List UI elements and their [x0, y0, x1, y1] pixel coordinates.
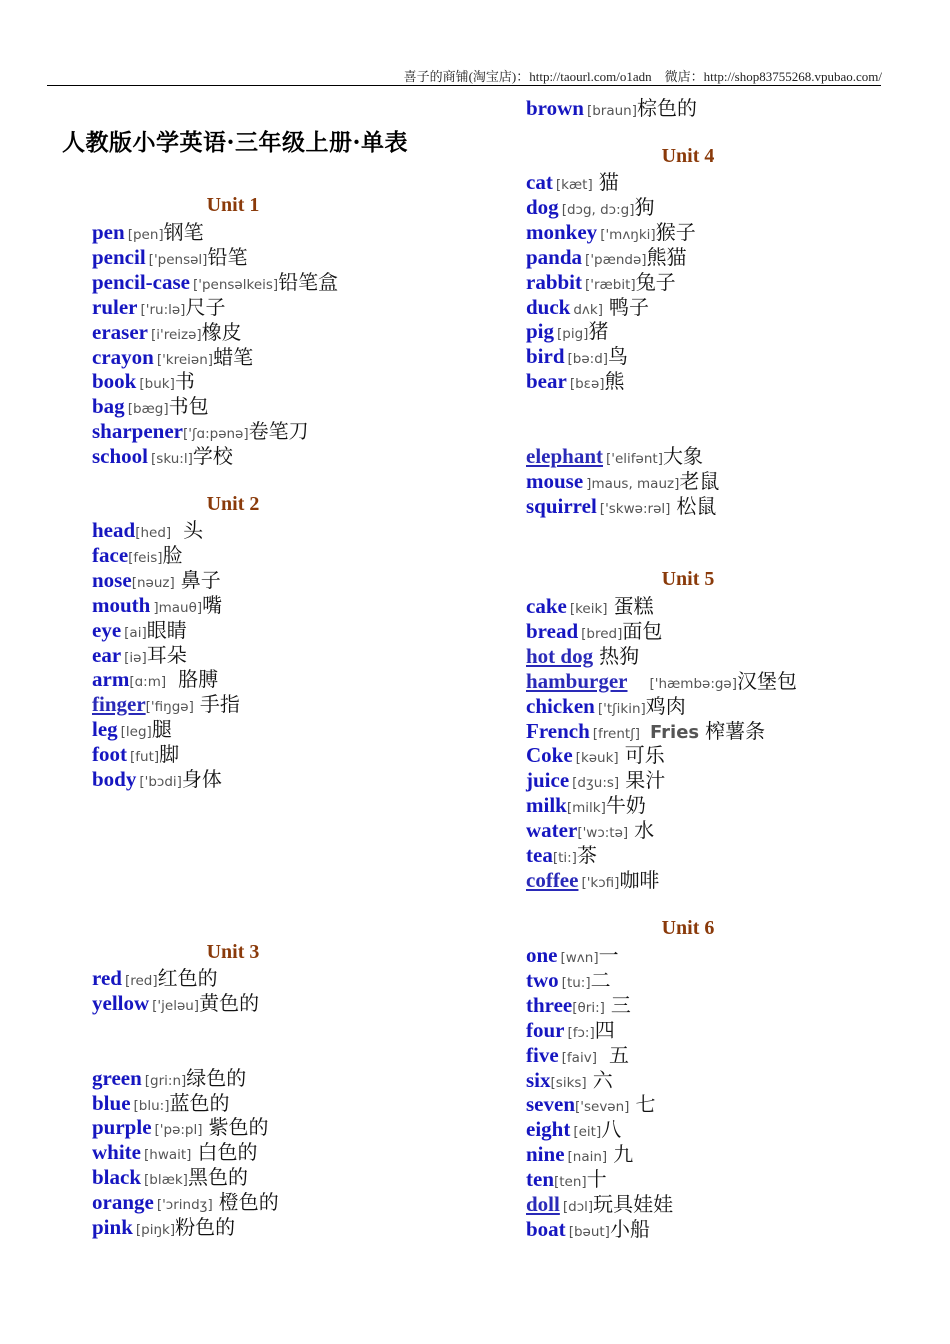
phonetic-transcription: [buk] — [139, 376, 175, 393]
chinese-meaning: 铅笔盒 — [278, 269, 339, 294]
word-entry — [92, 245, 247, 270]
chinese-meaning: 腿 — [151, 717, 172, 742]
english-word: coffee — [526, 867, 579, 892]
english-word: elephant — [526, 443, 604, 468]
word-entry — [92, 1215, 235, 1240]
word-entry — [526, 295, 649, 320]
word-entry — [526, 843, 597, 868]
english-word: cat — [526, 170, 553, 194]
word-entry — [92, 419, 309, 444]
english-word: foot — [92, 742, 127, 767]
english-word: pencil-case — [92, 269, 190, 294]
chinese-meaning: 蛋糕 — [613, 594, 654, 618]
english-word: milk — [526, 793, 567, 818]
chinese-meaning: 黑色的 — [187, 1165, 248, 1190]
phonetic-transcription: ['kɔfi] — [581, 874, 620, 891]
chinese-meaning: 面包 — [622, 618, 663, 643]
chinese-meaning: 橡皮 — [201, 319, 242, 344]
phonetic-transcription: [nəuz] — [131, 574, 175, 591]
chinese-meaning: 汉堡包 — [737, 668, 798, 693]
chinese-meaning: 耳朵 — [146, 642, 187, 667]
english-word: sharpener — [92, 419, 183, 444]
phonetic-transcription: [hwait] — [144, 1147, 192, 1164]
phonetic-transcription: [hed] — [135, 525, 172, 541]
chinese-meaning: 牛奶 — [605, 793, 646, 818]
phonetic-transcription: ['mʌŋki] — [600, 226, 656, 243]
english-word: tea — [526, 843, 553, 867]
word-entry — [92, 543, 183, 568]
chinese-meaning: 书 — [174, 369, 195, 394]
english-word: doll — [526, 1192, 560, 1216]
unit-heading: Unit 1 — [206, 194, 260, 216]
phonetic-transcription: [ten] — [554, 1174, 587, 1191]
phonetic-transcription: ['hæmbə:gə] — [649, 675, 738, 692]
word-entry — [92, 295, 225, 320]
word-entry — [526, 1018, 615, 1043]
chinese-meaning: 蓝色的 — [169, 1090, 230, 1115]
word-entry — [526, 594, 654, 619]
word-entry — [92, 1165, 248, 1190]
word-entry — [526, 369, 625, 394]
english-word: one — [526, 943, 558, 967]
english-word: face — [92, 542, 129, 567]
english-word: purple — [92, 1115, 152, 1140]
english-word: white — [92, 1140, 141, 1165]
phonetic-transcription: [red] — [124, 973, 158, 989]
word-entry — [92, 1115, 269, 1140]
page-header: 喜子的商铺(淘宝店)：http://taourl.com/o1adn 微店：http://shop83755268.vpubao.com/ — [403, 69, 882, 84]
phonetic-transcription: [kəuk] — [575, 750, 619, 767]
chinese-meaning: 胳膊 — [178, 667, 219, 692]
english-word: body — [92, 767, 137, 791]
phonetic-transcription: [iə] — [124, 649, 147, 666]
english-word-extra: Fries — [650, 721, 700, 743]
phonetic-transcription: ['ræbit] — [585, 276, 636, 293]
word-entry — [526, 270, 676, 295]
chinese-meaning: 卷笔刀 — [248, 419, 309, 444]
english-word: bird — [526, 344, 565, 369]
english-word: four — [526, 1017, 565, 1042]
word-entry — [526, 793, 646, 818]
chinese-meaning: 鸟 — [608, 344, 629, 369]
word-entry — [92, 966, 218, 991]
phonetic-transcription: [tu:] — [561, 974, 591, 991]
chinese-meaning: 玩具娃娃 — [593, 1192, 674, 1216]
word-entry — [92, 270, 338, 295]
english-word: bread — [526, 618, 579, 643]
english-word: two — [526, 967, 559, 992]
english-word: dog — [526, 194, 559, 219]
phonetic-transcription: [bə:d] — [567, 351, 609, 368]
phonetic-transcription: [kæt] — [555, 177, 593, 193]
chinese-meaning: 棕色的 — [637, 96, 698, 120]
english-word: yellow — [92, 990, 150, 1015]
word-entry — [92, 618, 187, 643]
phonetic-transcription: [bred] — [581, 625, 623, 642]
english-word: pencil — [92, 244, 146, 269]
phonetic-transcription: [bæg] — [127, 401, 169, 418]
phonetic-transcription: ['bɔdi] — [139, 774, 182, 790]
english-word: nose — [92, 567, 132, 592]
chinese-meaning: 脸 — [162, 542, 183, 567]
english-word: black — [92, 1165, 142, 1190]
document-title: 人教版小学英语·三年级上册·单表 — [62, 129, 409, 156]
phonetic-transcription: [faiv] — [561, 1049, 597, 1066]
english-word: blue — [92, 1090, 131, 1115]
phonetic-transcription: [sku:l] — [151, 451, 193, 468]
word-entry — [92, 369, 195, 394]
word-entry — [526, 319, 608, 344]
phonetic-transcription: ['sevən] — [575, 1099, 630, 1116]
word-entry — [526, 1167, 607, 1192]
chinese-meaning: 咖啡 — [619, 867, 660, 892]
word-entry — [92, 717, 172, 742]
english-word: ruler — [92, 294, 138, 319]
english-word: nine — [526, 1142, 565, 1167]
chinese-meaning: 水 — [634, 818, 655, 843]
chinese-meaning: 铅笔 — [207, 244, 248, 269]
word-entry — [92, 568, 221, 593]
phonetic-transcription: [keik] — [569, 601, 608, 617]
header-divider — [47, 85, 881, 86]
word-entry — [526, 743, 665, 768]
chinese-meaning: 七 — [635, 1092, 656, 1117]
word-entry — [526, 1192, 673, 1217]
english-word: three — [526, 992, 573, 1017]
word-entry — [526, 494, 716, 519]
word-entry — [92, 345, 253, 370]
word-entry — [526, 1043, 629, 1068]
english-word: six — [526, 1067, 551, 1092]
chinese-meaning: 熊猫 — [646, 244, 687, 269]
word-entry — [526, 868, 659, 893]
english-word: finger — [92, 692, 146, 717]
phonetic-transcription: [siks] — [550, 1074, 587, 1091]
word-entry — [92, 991, 259, 1016]
word-entry — [92, 518, 203, 543]
chinese-meaning: 小船 — [609, 1216, 650, 1241]
phonetic-transcription: [frentʃ] — [592, 725, 641, 742]
phonetic-transcription: ['pensəl] — [148, 251, 208, 268]
word-entry — [92, 1091, 229, 1116]
english-word: arm — [92, 667, 130, 692]
word-entry — [92, 444, 233, 469]
chinese-meaning: 兔子 — [635, 269, 676, 294]
word-entry — [526, 444, 703, 469]
phonetic-transcription: [bəut] — [568, 1223, 610, 1240]
english-word: bear — [526, 369, 567, 394]
word-entry — [526, 1217, 650, 1242]
english-word: hot dog — [526, 643, 594, 668]
phonetic-transcription: ['kreiən] — [156, 351, 214, 368]
phonetic-transcription: [fɔ:] — [567, 1024, 595, 1041]
word-entry — [526, 818, 654, 843]
english-word: boat — [526, 1216, 566, 1241]
english-word: pig — [526, 319, 555, 344]
word-entry — [526, 768, 665, 793]
english-word: hamburger — [526, 668, 628, 693]
phonetic-transcription: [pen] — [127, 227, 164, 243]
english-word: school — [92, 444, 149, 469]
chinese-meaning: 十 — [586, 1167, 607, 1192]
phonetic-transcription: [eit] — [573, 1124, 602, 1141]
phonetic-transcription: [ti:] — [552, 850, 577, 866]
word-entry — [526, 644, 639, 669]
phonetic-transcription: [i'reizə] — [150, 326, 202, 343]
word-entry — [526, 968, 611, 993]
chinese-meaning: 三 — [610, 992, 631, 1017]
unit-heading: Unit 2 — [206, 493, 260, 515]
phonetic-transcription: dʌk] — [573, 301, 604, 318]
phonetic-transcription: [dʒu:s] — [572, 775, 620, 792]
chinese-meaning: 身体 — [181, 767, 222, 791]
chinese-meaning: 可乐 — [624, 743, 665, 768]
english-word: mouth — [92, 592, 151, 617]
chinese-meaning: 九 — [613, 1142, 634, 1167]
english-word: leg — [92, 717, 118, 742]
chinese-meaning: 学校 — [192, 444, 233, 469]
word-entry — [526, 1117, 621, 1142]
phonetic-transcription: ['fiŋgə] — [145, 699, 194, 716]
word-entry — [92, 394, 209, 419]
chinese-meaning: 老鼠 — [679, 468, 720, 493]
chinese-meaning: 眼睛 — [146, 617, 187, 642]
chinese-meaning: 紫色的 — [208, 1115, 269, 1140]
phonetic-transcription: [dɔl] — [562, 1199, 594, 1215]
english-word: Coke — [526, 743, 573, 768]
phonetic-transcription: [ɑ:m] — [129, 674, 167, 691]
phonetic-transcription: ['ʃɑ:pənə] — [183, 426, 249, 443]
word-entry — [92, 1190, 279, 1215]
english-word: eight — [526, 1117, 571, 1142]
chinese-meaning: 白色的 — [197, 1140, 258, 1165]
word-entry — [92, 1140, 257, 1165]
chinese-meaning: 茶 — [576, 843, 597, 867]
english-word: pink — [92, 1215, 133, 1239]
english-word: panda — [526, 244, 583, 269]
chinese-meaning: 粉色的 — [175, 1215, 236, 1239]
english-word: rabbit — [526, 269, 583, 294]
chinese-meaning: 四 — [594, 1017, 615, 1042]
chinese-meaning: 红色的 — [157, 966, 218, 990]
word-entry — [526, 1068, 613, 1093]
english-word: ear — [92, 642, 122, 667]
chinese-meaning: 八 — [601, 1117, 622, 1142]
chinese-meaning: 果汁 — [625, 768, 666, 793]
chinese-meaning: 狗 — [634, 194, 655, 219]
phonetic-transcription: ['skwə:rəl] — [599, 500, 671, 517]
english-word: monkey — [526, 219, 598, 244]
english-word: pen — [92, 220, 125, 244]
phonetic-transcription: [bɛə] — [569, 376, 605, 393]
english-word: brown — [526, 96, 584, 120]
english-word: bag — [92, 394, 125, 419]
english-word: eraser — [92, 319, 148, 344]
word-entry — [92, 1066, 246, 1091]
phonetic-transcription: ['elifənt] — [606, 450, 663, 467]
chinese-meaning: 热狗 — [599, 643, 640, 668]
chinese-meaning: 钢笔 — [163, 220, 204, 244]
english-word: crayon — [92, 344, 154, 369]
word-entry — [92, 220, 204, 245]
english-word: book — [92, 369, 137, 394]
english-word: green — [92, 1065, 142, 1090]
phonetic-transcription: ]maus, mauz] — [586, 475, 680, 492]
chinese-meaning: 鼻子 — [180, 567, 221, 592]
chinese-meaning: 鸡肉 — [645, 693, 686, 718]
english-word: eye — [92, 617, 122, 642]
word-entry — [526, 943, 619, 968]
chinese-meaning: 松鼠 — [676, 493, 717, 518]
phonetic-transcription: [gri:n] — [144, 1072, 187, 1089]
english-word: chicken — [526, 693, 595, 718]
chinese-meaning: 猪 — [588, 319, 609, 344]
chinese-meaning: 书包 — [168, 394, 209, 419]
english-word: water — [526, 818, 578, 843]
word-entry — [526, 195, 654, 220]
chinese-meaning: 猴子 — [655, 219, 696, 244]
word-entry — [526, 1142, 633, 1167]
phonetic-transcription: ['wɔ:tə] — [577, 825, 629, 842]
phonetic-transcription: [braun] — [586, 103, 638, 119]
word-entry — [526, 993, 631, 1018]
unit-heading: Unit 6 — [661, 917, 715, 939]
english-word: five — [526, 1042, 559, 1067]
chinese-meaning: 绿色的 — [186, 1065, 247, 1090]
word-entry — [92, 767, 222, 792]
phonetic-transcription: [feis] — [128, 549, 163, 566]
phonetic-transcription: [leg] — [120, 724, 152, 741]
chinese-meaning: 手指 — [199, 692, 240, 717]
english-word: cake — [526, 594, 567, 618]
word-entry — [526, 1092, 655, 1117]
phonetic-transcription: ]mauθ] — [153, 599, 203, 616]
chinese-meaning: 蜡笔 — [213, 344, 254, 369]
unit-heading: Unit 3 — [206, 941, 260, 963]
chinese-meaning: 六 — [592, 1067, 613, 1092]
english-word: head — [92, 518, 136, 542]
phonetic-transcription: ['ru:lə] — [140, 301, 186, 318]
chinese-meaning: 嘴 — [202, 592, 223, 617]
english-word: juice — [526, 768, 570, 793]
phonetic-transcription: ['tʃikin] — [597, 700, 646, 717]
english-word: squirrel — [526, 493, 597, 518]
word-entry — [92, 320, 242, 345]
unit-heading: Unit 5 — [661, 568, 715, 590]
word-entry — [526, 669, 797, 694]
chinese-meaning: 榨薯条 — [705, 718, 766, 743]
unit-heading: Unit 4 — [661, 145, 715, 167]
phonetic-transcription: [wʌn] — [560, 950, 599, 966]
english-word: ten — [526, 1167, 554, 1192]
word-entry — [92, 667, 218, 692]
phonetic-transcription: ['ɔrindʒ] — [156, 1197, 213, 1214]
phonetic-transcription: [piŋk] — [135, 1222, 176, 1238]
word-entry — [526, 719, 765, 744]
chinese-meaning: 黄色的 — [199, 990, 260, 1015]
word-entry — [92, 643, 187, 668]
phonetic-transcription: ['pændə] — [585, 251, 647, 268]
word-entry — [92, 742, 179, 767]
word-entry — [526, 694, 686, 719]
english-word: red — [92, 966, 122, 990]
chinese-meaning: 橙色的 — [218, 1190, 279, 1215]
english-word: French — [526, 718, 590, 743]
word-entry — [526, 469, 719, 494]
phonetic-transcription: [fut] — [130, 749, 160, 766]
chinese-meaning: 熊 — [604, 369, 625, 394]
word-entry — [526, 220, 696, 245]
word-entry — [526, 170, 619, 195]
phonetic-transcription: [blæk] — [144, 1172, 188, 1189]
phonetic-transcription: ['pensəlkeis] — [192, 276, 279, 293]
phonetic-transcription: ['pə:pl] — [154, 1122, 203, 1139]
phonetic-transcription: [θri:] — [572, 999, 605, 1016]
english-word: duck — [526, 294, 571, 319]
chinese-meaning: 头 — [183, 518, 204, 542]
chinese-meaning: 尺子 — [185, 294, 226, 319]
chinese-meaning: 五 — [608, 1042, 629, 1067]
phonetic-transcription: [blu:] — [133, 1097, 170, 1114]
chinese-meaning: 大象 — [662, 443, 703, 468]
phonetic-transcription: [dɔg, dɔ:g] — [561, 201, 635, 218]
phonetic-transcription: [pig] — [557, 326, 589, 343]
english-word: orange — [92, 1190, 154, 1215]
word-entry — [92, 692, 240, 717]
word-entry — [526, 245, 687, 270]
chinese-meaning: 脚 — [159, 742, 180, 767]
word-entry — [526, 344, 628, 369]
chinese-meaning: 鸭子 — [609, 294, 650, 319]
english-word: mouse — [526, 468, 584, 493]
chinese-meaning: 二 — [590, 967, 611, 992]
chinese-meaning: 猫 — [598, 170, 619, 194]
word-entry — [526, 96, 697, 121]
phonetic-transcription: [nain] — [567, 1149, 608, 1166]
phonetic-transcription: [ai] — [124, 624, 147, 641]
chinese-meaning: 一 — [598, 943, 619, 967]
word-entry — [526, 619, 662, 644]
word-entry — [92, 593, 222, 618]
english-word: seven — [526, 1092, 575, 1117]
phonetic-transcription: ['jeləu] — [152, 997, 200, 1014]
phonetic-transcription: [milk] — [566, 800, 606, 817]
